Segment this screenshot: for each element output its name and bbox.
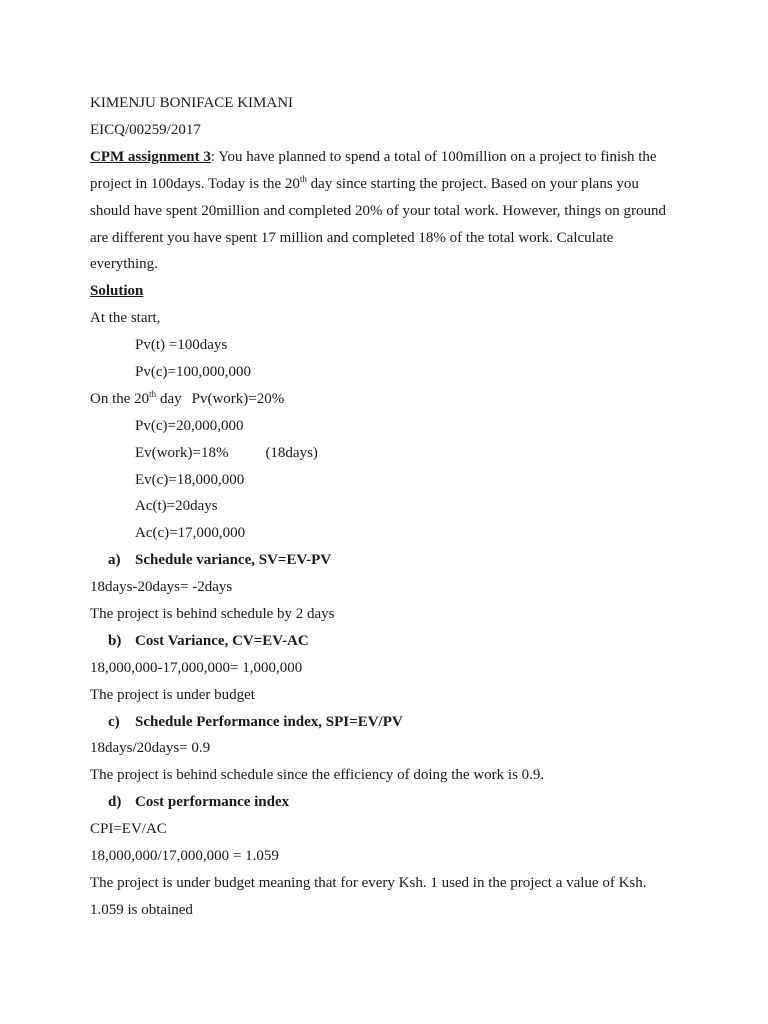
ac-cost: Ac(c)=17,000,000	[135, 525, 246, 542]
ev-work: Ev(work)=18%	[135, 444, 229, 461]
section-d-marker: d)	[108, 794, 122, 811]
pv-cost-total: Pv(c)=100,000,000	[135, 363, 251, 380]
section-b-result: The project is under budget	[90, 686, 255, 703]
section-c-marker: c)	[108, 713, 120, 730]
section-a-calculation: 18days-20days= -2days	[90, 579, 233, 596]
section-c-calculation: 18days/20days= 0.9	[90, 740, 211, 757]
pv-time: Pv(t) =100days	[135, 337, 228, 354]
question-text-2: day since starting the project. Based on your plans you should have spent 20million and completed 20% of your total work. However, things on ground are different you have spent 17 million and completed 18% of the total work. Calculate everything.	[90, 175, 666, 273]
ev-work-line	[90, 440, 680, 467]
section-c-heading	[90, 709, 680, 736]
section-d-formula: CPI=EV/AC	[90, 821, 167, 838]
pv-work: Pv(work)=20%	[191, 390, 285, 407]
section-d-result: The project is under budget meaning that for every Ksh. 1 used in the project a value of Ksh. 1.059 is obtained	[90, 874, 647, 918]
section-c-title: Schedule Performance index, SPI=EV/PV	[135, 713, 403, 730]
section-a-heading	[90, 547, 680, 574]
day20-prefix: On the 20	[90, 390, 150, 407]
section-a-title: Schedule variance, SV=EV-PV	[135, 552, 332, 569]
ev-cost: Ev(c)=18,000,000	[135, 471, 245, 488]
ev-days: (18days)	[265, 444, 318, 461]
author-name: KIMENJU BONIFACE KIMANI	[90, 95, 294, 111]
at-start-label: At the start,	[90, 310, 161, 327]
pv-cost: Pv(c)=20,000,000	[135, 417, 244, 434]
section-a-result: The project is behind schedule by 2 days	[90, 606, 335, 622]
question-paragraph	[90, 144, 680, 279]
registration-number: EICQ/00259/2017	[90, 121, 201, 138]
question-text-1: : You have planned to spend a total of 100million on a project to finish the project in 100days. Today is the 20	[90, 148, 657, 192]
question-label: CPM assignment 3	[90, 148, 211, 165]
day20-suffix: day	[156, 390, 182, 407]
section-c-result: The project is behind schedule since the efficiency of doing the work is 0.9.	[90, 767, 545, 784]
ac-time: Ac(t)=20days	[135, 498, 218, 515]
section-d-heading	[90, 789, 680, 816]
section-a-marker: a)	[108, 552, 121, 569]
section-b-title: Cost Variance, CV=EV-AC	[135, 632, 309, 649]
section-d-calculation: 18,000,000/17,000,000 = 1.059	[90, 848, 279, 865]
document-body	[90, 90, 680, 924]
section-b-heading	[90, 628, 680, 655]
question-superscript: th	[299, 173, 307, 184]
section-b-marker: b)	[108, 632, 122, 649]
solution-heading: Solution	[90, 283, 144, 300]
section-b-calculation: 18,000,000-17,000,000= 1,000,000	[90, 659, 303, 676]
section-d-title: Cost performance index	[135, 794, 290, 811]
day20-line	[90, 386, 680, 413]
day20-superscript: th	[149, 388, 157, 399]
